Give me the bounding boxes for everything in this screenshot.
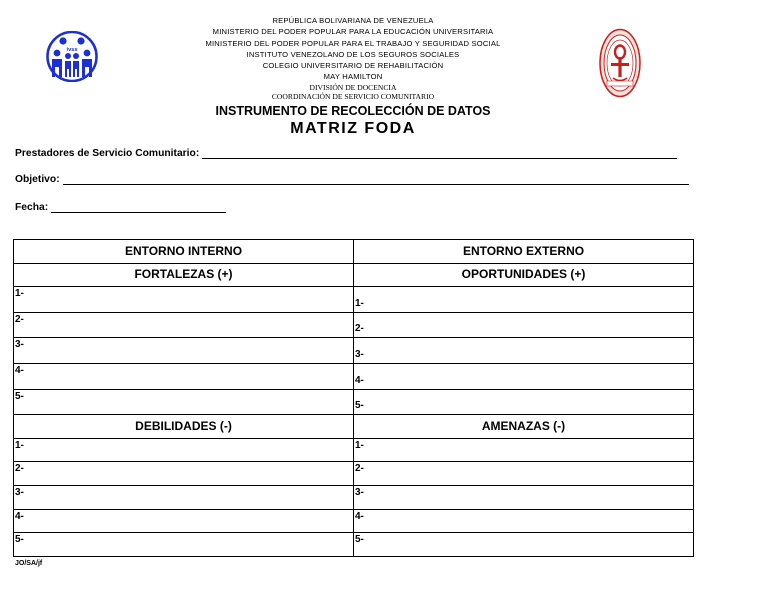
table-row (14, 312, 694, 338)
debilidades-cell-2[interactable]: 2- (14, 462, 354, 486)
table-row (14, 533, 694, 557)
fortalezas-cell-1[interactable]: 1- (14, 287, 354, 313)
fecha-field (15, 201, 226, 213)
oportunidades-cell-3[interactable]: 3- (354, 338, 694, 364)
amenazas-cell-2[interactable]: 2- (354, 462, 694, 486)
table-row (14, 338, 694, 364)
table-row (14, 485, 694, 509)
header-line-3: MINISTERIO DEL PODER POPULAR PARA EL TRABAJO Y SEGURIDAD SOCIAL (205, 38, 501, 48)
objetivo-label: Objetivo: (15, 174, 60, 185)
header-line-2: MINISTERIO DEL PODER POPULAR PARA LA EDUCACIÓN UNIVERSITARIA (212, 27, 494, 37)
fortalezas-cell-5[interactable]: 5- (14, 389, 354, 415)
fecha-label: Fecha: (15, 202, 49, 213)
amenazas-cell-5[interactable]: 5- (354, 533, 694, 557)
header-line-7: DIVISIÓN DE DOCENCIA (309, 82, 397, 92)
table-row (14, 287, 694, 313)
footer-initials: JO/SA/jf (15, 560, 43, 567)
oportunidades-cell-5[interactable]: 5- (354, 389, 694, 415)
oportunidades-cell-2[interactable]: 2- (354, 312, 694, 338)
amenazas-cell-4[interactable]: 4- (354, 509, 694, 533)
table-row (14, 389, 694, 415)
table-row (14, 240, 694, 264)
college-seal-logo (599, 28, 641, 98)
document-subtitle: MATRIZ FODA (290, 120, 416, 137)
prestadores-field (15, 147, 677, 159)
header-line-6: MAY HAMILTON (323, 72, 383, 82)
table-row (14, 263, 694, 287)
objetivo-blank-line[interactable] (63, 173, 689, 185)
prestadores-label: Prestadores de Servicio Comunitario: (15, 148, 200, 159)
institution-header (150, 15, 556, 101)
amenazas-cell-3[interactable]: 3- (354, 485, 694, 509)
table-row (14, 509, 694, 533)
fortalezas-cell-2[interactable]: 2- (14, 312, 354, 338)
header-line-4: INSTITUTO VENEZOLANO DE LOS SEGUROS SOCIALES (246, 49, 460, 59)
table-row (14, 415, 694, 439)
ivss-logo (44, 31, 100, 82)
header-line-1: REPÚBLICA BOLIVARIANA DE VENEZUELA (272, 16, 434, 25)
table-row (14, 462, 694, 486)
prestadores-blank-line[interactable] (202, 147, 677, 159)
foda-matrix-table (13, 239, 694, 557)
entorno-externo-header: ENTORNO EXTERNO (354, 240, 694, 264)
debilidades-cell-3[interactable]: 3- (14, 485, 354, 509)
amenazas-cell-1[interactable]: 1- (354, 438, 694, 462)
header-line-8: COORDINACIÓN DE SERVICIO COMUNITARIO (271, 91, 435, 101)
amenazas-header: AMENAZAS (-) (354, 415, 694, 439)
fecha-blank-line[interactable] (51, 201, 226, 213)
oportunidades-header: OPORTUNIDADES (+) (354, 263, 694, 287)
entorno-interno-header: ENTORNO INTERNO (14, 240, 354, 264)
fortalezas-cell-4[interactable]: 4- (14, 363, 354, 389)
header-line-5: COLEGIO UNIVERSITARIO DE REHABILITACIÓN (262, 61, 444, 71)
debilidades-cell-5[interactable]: 5- (14, 533, 354, 557)
fortalezas-cell-3[interactable]: 3- (14, 338, 354, 364)
ivss-logo-text: ivss (66, 47, 78, 53)
table-row (14, 363, 694, 389)
document-title: INSTRUMENTO DE RECOLECCIÓN DE DATOS (215, 104, 491, 118)
debilidades-cell-4[interactable]: 4- (14, 509, 354, 533)
debilidades-header: DEBILIDADES (-) (14, 415, 354, 439)
oportunidades-cell-1[interactable]: 1- (354, 287, 694, 313)
fortalezas-header: FORTALEZAS (+) (14, 263, 354, 287)
oportunidades-cell-4[interactable]: 4- (354, 363, 694, 389)
debilidades-cell-1[interactable]: 1- (14, 438, 354, 462)
objetivo-field (15, 173, 689, 185)
table-row (14, 438, 694, 462)
